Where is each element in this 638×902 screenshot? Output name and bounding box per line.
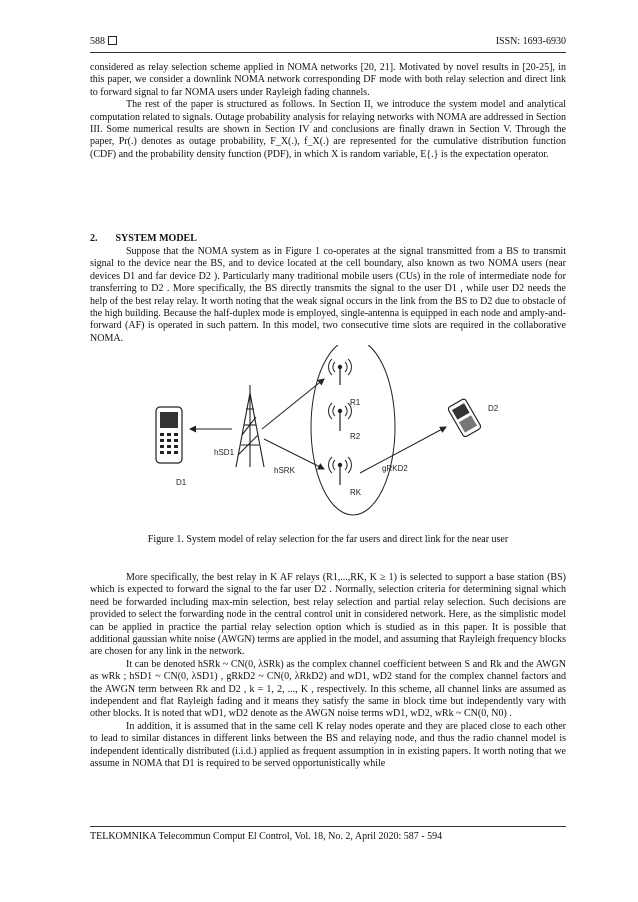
label-h-srk: hSRK [274, 466, 295, 475]
body-paragraph-2: It can be denoted hSRk ~ CN(0, λSRk) as the complex channel coefficient between S and Rk and the AWGN as wRk ; hSD1 ~ CN(0, λSD1) , gRkD2 ~ CN(0, λRkD2) and wD1, wD2 stand for the complex channel factors and the AWGN term between Rk and D2 , k = 1, 2, ..., K , respectively. In this scheme, all channel links are assumed as independent and flat Rayleigh fading and it means they satisfy the same in block time but independently vary with other blocks. It is noted that wD1, wD2 denote as the AWGN noise terms wD1, wD2, wRk ~ CN(0, N0) . [90, 658, 566, 720]
body-text [90, 572, 566, 771]
page-footer: TELKOMNIKA Telecommun Comput El Control, Vol. 18, No. 2, April 2020: 587 - 594 [90, 831, 443, 842]
system-model-figure [140, 345, 520, 525]
page-number: 588 [90, 36, 105, 47]
page-header [90, 36, 566, 50]
relay-r1-icon [329, 359, 352, 385]
system-model-text [90, 246, 566, 345]
square-icon [108, 36, 117, 45]
page-number-group [90, 36, 117, 47]
label-h-sd1: hSD1 [214, 448, 235, 457]
link-bs-rk [264, 439, 324, 469]
relay-r2-icon [329, 403, 352, 431]
section-heading [90, 233, 215, 244]
label-r2: R2 [350, 432, 361, 441]
label-g-rkd2: gRKD2 [382, 464, 408, 473]
intro-paragraph-2: The rest of the paper is structured as follows. In Section II, we introduce the system model and analytical computation related to signals. Outage probability analysis for relaying networks with NOMA are addressed in Section III. Some numerical results are shown in Section IV and conclusions are finally drawn in Section V. Through the paper, Pr(.) denotes as outage probability, F_X(.), f_X(.) are represented for the cumulative distribution function (CDF) and the probability density function (PDF), in which X is random variable, E{.} is the expectation operator. [90, 99, 567, 160]
label-d2: D2 [488, 404, 499, 413]
system-model-paragraph: Suppose that the NOMA system as in Figure 1 co-operates at the signal transmitted from a BS to transmit signal to the device near the BS, and to device located at the cell boundary, also known as two NOMA users (near devices D1 and far device D2 ). Particularly many traditional mobile users (CUs) in the role of intermediate node for transferring to D2 . More specifically, the BS directly transmits the signal to the user D1 , while user D2 needs the help of the best relay relay. It worth noting that the weak signal occurs in the link from the BS to D2 due to obstacle of the high building. Because the half-duplex mode is employed, single-antenna is equipped in each node and amply-and-forward (AF) is operated in such pattern. In this model, two consecutive time slots are required in the collaborative NOMA. [90, 246, 566, 344]
intro-paragraph-1: considered as relay selection scheme applied in NOMA networks [20, 21]. Motivated by novel results in [20-25], in this paper, we consider a downlink NOMA network corresponding DF mode with both relay selection and direct link to forward signal to far NOMA users under Rayleigh fading channels. [90, 62, 566, 98]
body-paragraph-1: More specifically, the best relay in K AF relays (R1,...,RK, K ≥ 1) is selected to support a base station (BS) which is expected to forward the signal to the far user D2 . Normally, selection criteria for determining signal which need be forwarded including max-min selection, best relay selection and partial relay selection. Such decisions are provided to select the forwarding node in the central control unit in considered network. Here, as the simplistic model can be applied in practice the partial relay selection option which is studied as in this paper. It is possible that additional gaussian white noise (AWGN) terms are applied in the model, and assuming that Rayleigh frequency blocks are chosen for any link in the network. [90, 572, 566, 658]
body-paragraph-3: In addition, it is assumed that in the same cell K relay nodes operate and they are placed close to each other to lead to similar distances in different links between the BS and relaying node, and thus the radio channel model is independent identically distributed (i.i.d.) applied as frequent assumption in in existing papers. It worth noting that we assume in NOMA that D1 is required to be served opportunistically while [90, 720, 566, 770]
figure-caption: Figure 1. System model of relay selection for the far users and direct link for the near user [147, 534, 509, 545]
label-r1: R1 [350, 398, 361, 407]
footer-rule [90, 826, 566, 827]
d2-phone-icon [447, 398, 481, 437]
link-bs-r1 [262, 379, 324, 429]
relay-rk-icon [329, 457, 352, 485]
intro-text [90, 62, 566, 161]
section-title: SYSTEM MODEL [115, 233, 197, 244]
label-d1: D1 [176, 478, 187, 487]
header-rule [90, 52, 566, 53]
issn: ISSN: 1693-6930 [495, 36, 566, 47]
label-rk: RK [350, 488, 362, 497]
section-number: 2. [90, 233, 98, 244]
base-station-tower-icon [236, 385, 264, 467]
d1-phone-icon [156, 407, 182, 463]
